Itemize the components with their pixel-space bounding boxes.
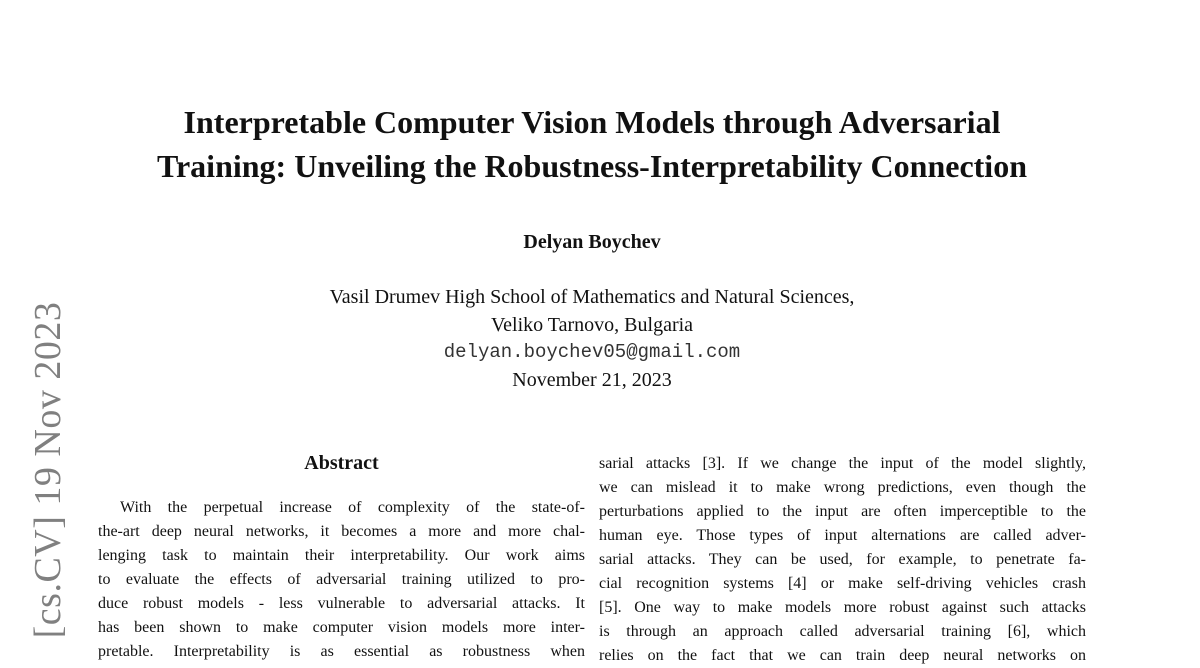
body-line: human eye. Those types of input alternations are called adver- bbox=[599, 527, 1086, 544]
abstract-line: to evaluate the effects of adversarial training utilized to pro- bbox=[98, 571, 585, 588]
affiliation-line: Vasil Drumev High School of Mathematics and Natural Sciences, bbox=[329, 286, 855, 308]
abstract-line: has been shown to make computer vision models more inter- bbox=[98, 619, 585, 636]
paper-date: November 21, 2023 bbox=[512, 368, 672, 391]
author-email: delyan.boychev05@gmail.com bbox=[443, 341, 741, 363]
affiliation-line: Veliko Tarnovo, Bulgaria bbox=[490, 313, 694, 336]
body-line: we can mislead it to make wrong predictions, even though the bbox=[599, 479, 1086, 496]
abstract-line: With the perpetual increase of complexity of the state-of- bbox=[120, 499, 585, 516]
body-line: relies on the fact that we can train deep neural networks on bbox=[599, 647, 1086, 664]
author-name: Delyan Boychev bbox=[523, 231, 661, 253]
body-line: cial recognition systems [4] or make self-driving vehicles crash bbox=[599, 575, 1086, 592]
body-line: perturbations applied to the input are often imperceptible to the bbox=[599, 503, 1086, 520]
body-line: sarial attacks [3]. If we change the input of the model slightly, bbox=[599, 455, 1086, 472]
abstract-heading: Abstract bbox=[304, 452, 379, 474]
body-line: sarial attacks. They can be used, for example, to penetrate fa- bbox=[599, 551, 1086, 568]
abstract-line: lenging task to maintain their interpretability. Our work aims bbox=[98, 547, 585, 564]
abstract-line: the-art deep neural networks, it becomes a more and more chal- bbox=[98, 523, 585, 540]
body-line: [5]. One way to make models more robust against such attacks bbox=[599, 599, 1086, 616]
author-affiliation bbox=[0, 284, 1184, 394]
body-line: is through an approach called adversarial training [6], which bbox=[599, 623, 1086, 640]
abstract-text bbox=[98, 496, 585, 664]
title-line: Training: Unveiling the Robustness-Interpretability Connection bbox=[157, 148, 1027, 184]
arxiv-identifier-stamp: [cs.CV] 19 Nov 2023 bbox=[27, 301, 69, 639]
paper-title bbox=[0, 100, 1184, 188]
title-line: Interpretable Computer Vision Models through Adversarial bbox=[183, 104, 1001, 140]
abstract-line: duce robust models - less vulnerable to adversarial attacks. It bbox=[98, 595, 585, 612]
abstract-line: pretable. Interpretability is as essential as robustness when bbox=[98, 643, 585, 660]
right-column-text bbox=[599, 452, 1086, 668]
